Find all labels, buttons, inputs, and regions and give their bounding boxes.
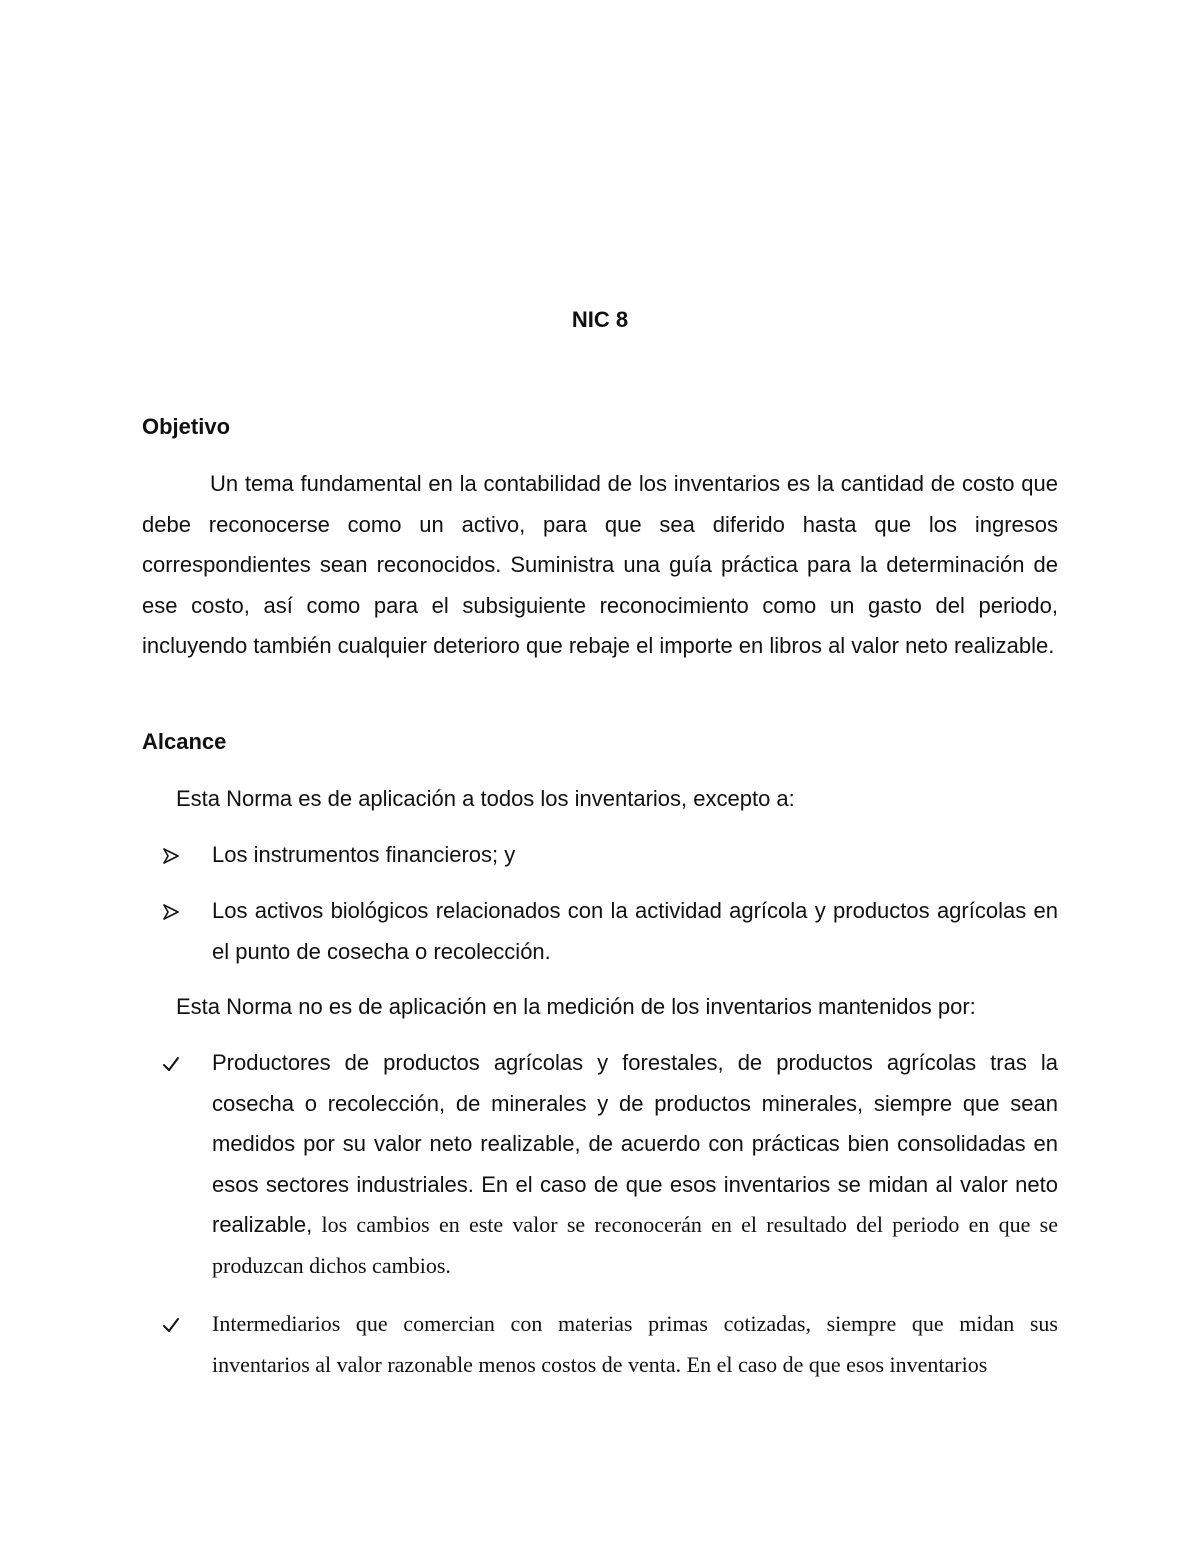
checkmark-bullet-icon [162,1043,192,1084]
heading-alcance: Alcance [142,729,227,754]
check-item-text-sans: Productores de productos agrícolas y forestales, de productos agrícolas tras la cosecha o recolección, de minerales y de productos minerales, siempre que sean medidos por su valor neto realizable, de acuerdo con prácticas bien consolidadas en esos sectores industriales. En el caso de que esos inventarios se midan al valor neto realizable, [212,1050,1058,1238]
check-item-text [212,1043,1058,1287]
exception-item-1 [142,835,1058,876]
arrowhead-bullet-icon [162,891,192,932]
objetivo-paragraph: Un tema fundamental en la contabilidad de los inventarios es la cantidad de costo que debe reconocerse como un activo, para que sea diferido hasta que los ingresos correspondientes sean reconocidos. Suministra una guía práctica para la determinación de ese costo, así como para el subsiguiente reconocimiento como un gasto del periodo, incluyendo también cualquier deterioro que rebaje el importe en libros al valor neto realizable. [142,471,1058,659]
check-item-2 [142,1304,1058,1385]
arrowhead-bullet-icon [162,835,192,876]
checkmark-bullet-icon [162,1304,192,1345]
alcance-intro-2: Esta Norma no es de aplicación en la medición de los inventarios mantenidos por: [176,994,976,1019]
alcance-intro: Esta Norma es de aplicación a todos los inventarios, excepto a: [176,786,795,811]
check-item-text: Intermediarios que comercian con materias primas cotizadas, siempre que midan sus inventarios al valor razonable menos costos de venta. En el caso de que esos inventarios [212,1311,1058,1377]
document-title: NIC 8 [571,307,629,332]
exception-text: Los activos biológicos relacionados con la actividad agrícola y productos agrícolas en el punto de cosecha o recolección. [212,898,1058,964]
exception-text: Los instrumentos financieros; y [212,842,516,867]
heading-objetivo: Objetivo [142,414,231,439]
exception-item-2 [142,891,1058,972]
check-item-text-serif: los cambios en este valor se reconocerán en el resultado del periodo en que se produzcan dichos cambios. [212,1212,1058,1278]
check-item-1 [142,1043,1058,1287]
